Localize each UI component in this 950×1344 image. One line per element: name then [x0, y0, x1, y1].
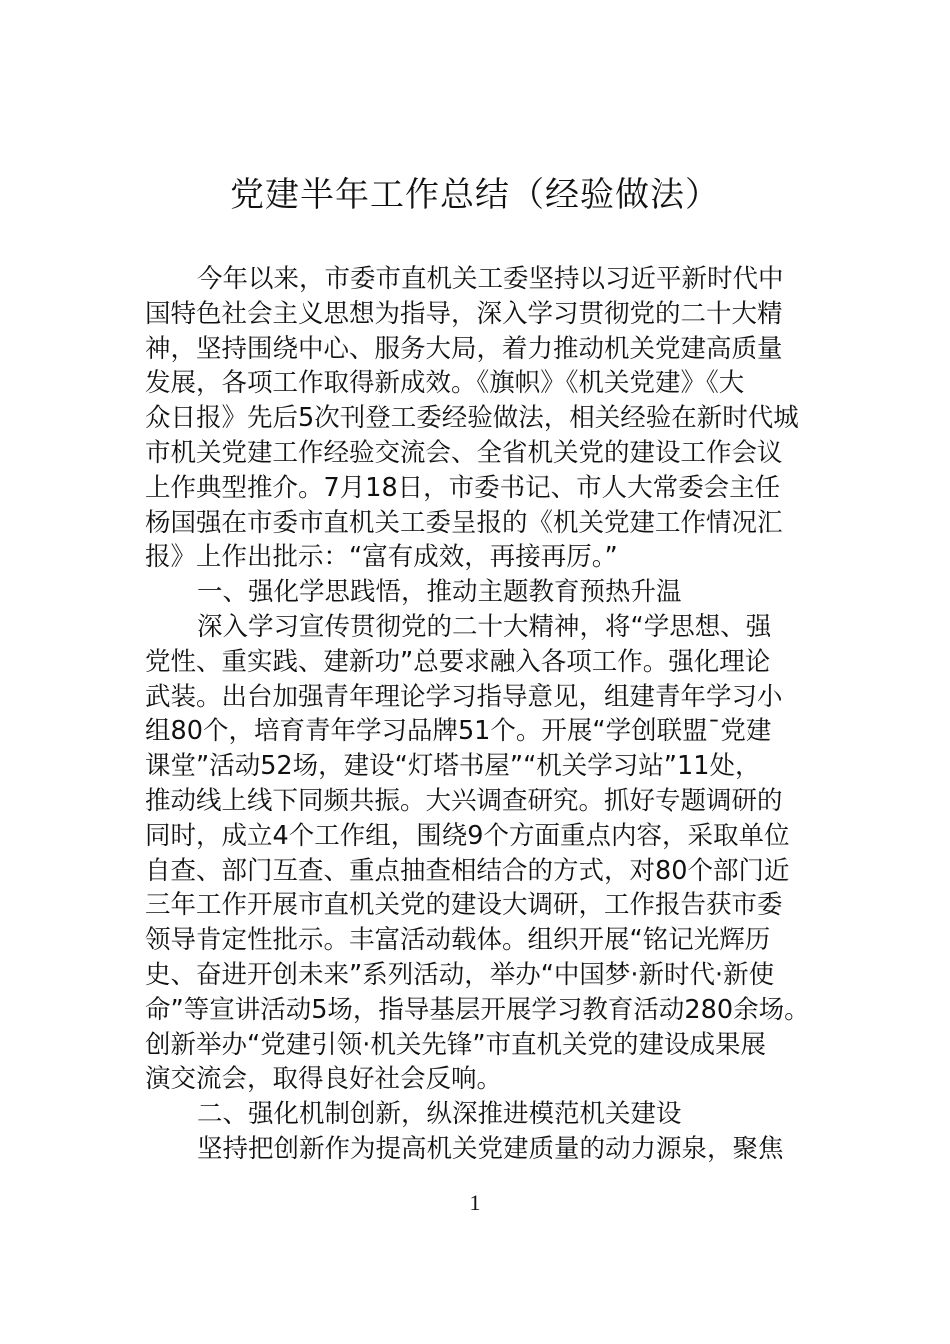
text-line: 众日报》先后5次刊登工委经验做法，相关经验在新时代城	[145, 403, 799, 434]
text-line: 坚持把创新作为提高机关党建质量的动力源泉，聚焦	[197, 1133, 784, 1164]
page-number: 1	[469, 1190, 481, 1215]
text-line: 今年以来，市委市直机关工委坚持以习近平新时代中	[197, 264, 784, 294]
text-line: 领导肯定性批示。丰富活动载体。组织开展“铭记光辉历	[145, 925, 771, 956]
text-line: 深入学习宣传贯彻党的二十大精神，将“学思想、强	[197, 611, 772, 642]
text-line: 武装。出台加强青年理论学习指导意见，组建青年学习小	[145, 681, 783, 712]
text-line: 神，坚持围绕中心、服务大局，着力推动机关党建高质量	[145, 333, 783, 364]
text-line: 推动线上线下同频共振。大兴调查研究。抓好专题调研的	[145, 785, 783, 816]
text-line: 演交流会，取得良好社会反响。	[145, 1064, 503, 1095]
text-line: 一、强化学思践悟，推动主题教育预热升温	[197, 577, 682, 608]
text-line: 发展，各项工作取得新成效。《旗帜》《机关党建》《大	[145, 368, 745, 399]
text-line: 组80个，培育青年学习品牌51个。开展“学创联盟¯党建	[145, 716, 772, 747]
text-line: 课堂”活动52场，建设“灯塔书屋”“机关学习站”11处，	[145, 751, 761, 782]
document-title: 党建半年工作总结（经验做法）	[230, 175, 720, 215]
text-line: 国特色社会主义思想为指导，深入学习贯彻党的二十大精	[145, 298, 783, 329]
text-line: 同时，成立4个工作组，围绕9个方面重点内容，采取单位	[145, 820, 790, 851]
text-line: 报》上作出批示：“富有成效，再接再厉。”	[145, 542, 618, 573]
text-line: 市机关党建工作经验交流会、全省机关党的建设工作会议	[145, 437, 783, 468]
text-line: 自查、部门互查、重点抽查相结合的方式，对80个部门近	[145, 855, 790, 886]
text-line: 上作典型推介。7月18日，市委书记、市人大常委会主任	[145, 472, 781, 503]
text-line: 命”等宣讲活动5场，指导基层开展学习教育活动280余场。	[145, 994, 810, 1025]
text-line: 党性、重实践、建新功”总要求融入各项工作。强化理论	[145, 646, 771, 677]
text-line: 创新举办“党建引领·机关先锋”市直机关党的建设成果展	[145, 1029, 767, 1060]
document-body	[145, 262, 810, 1167]
text-line: 史、奋进开创未来”系列活动，举办“中国梦·新时代·新使	[145, 959, 775, 990]
text-line: 二、强化机制创新，纵深推进模范机关建设	[197, 1099, 682, 1130]
text-line: 三年工作开展市直机关党的建设大调研，工作报告获市委	[145, 890, 783, 921]
text-line: 杨国强在市委市直机关工委呈报的《机关党建工作情况汇	[145, 507, 783, 538]
